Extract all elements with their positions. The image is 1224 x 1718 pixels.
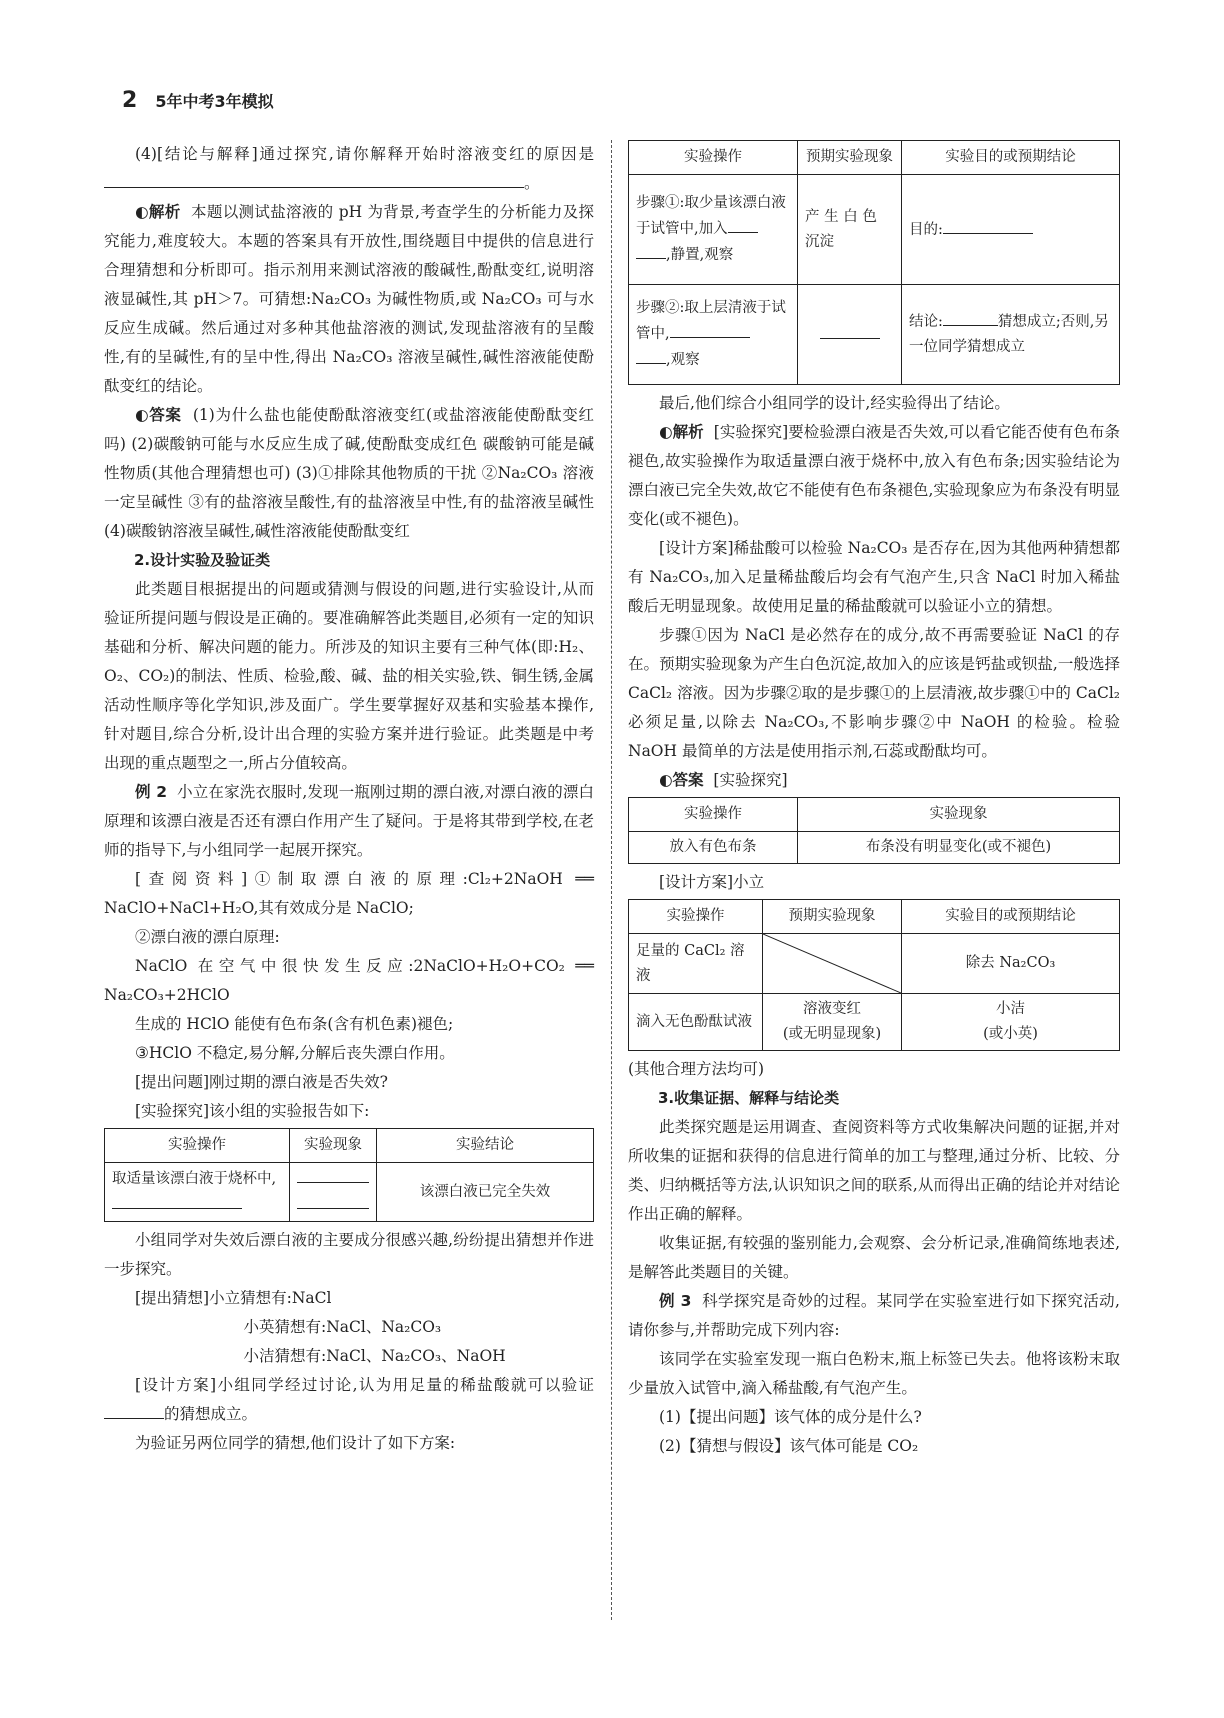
section-3-text-1: 此类探究题是运用调查、查阅资料等方式收集解决问题的证据,并对所收集的证据和获得的信息进行简单的加工与整理,通过分析、比较、分类、归纳概括等方法,认识知识之间的联系,从而得出正确的结论并对结论作出正确的解释。 — [628, 1118, 1120, 1223]
answer-blank — [297, 1166, 369, 1183]
answer-blank — [943, 309, 998, 326]
table-header: 实验目的或预期结论 — [902, 141, 1120, 175]
table-header: 实验现象 — [798, 798, 1120, 832]
table-header: 实验目的或预期结论 — [902, 900, 1120, 934]
table-header: 实验操作 — [105, 1129, 290, 1163]
table-row: 取适量该漂白液于烧杯中, 该漂白液已完全失效 — [105, 1163, 594, 1222]
example-2: 例 2 小立在家洗衣服时,发现一瓶刚过期的漂白液,对漂白液的漂白原理和该漂白液是否还有漂白作用产生了疑问。于是将其带到学校,在老师的指导下,与小组同学一起展开探究。 — [104, 783, 594, 859]
follow-up: 小组同学对失效后漂白液的主要成分很感兴趣,纷纷提出猜想并作进一步探究。 — [104, 1231, 594, 1278]
answer-table-2 — [628, 899, 1120, 1051]
reference-3: NaClO 在空气中很快发生反应:2NaClO+H₂O+CO₂ ══ Na₂CO₃+2HClO — [104, 957, 594, 1004]
answer-blank — [297, 1192, 369, 1209]
right-column — [628, 140, 1120, 1461]
table-row: 足量的 CaCl₂ 溶液 除去 Na₂CO₃ — [629, 934, 1120, 994]
analysis-paragraph-2: [设计方案]稀盐酸可以检验 Na₂CO₃ 是否存在,因为其他两种猜想都有 Na₂CO₃,加入足量稀盐酸后均会有气泡产生,只含 NaCl 时加入稀盐酸后无明显现象。故使用足量的稀盐酸就可以验证小立的猜想。 — [628, 539, 1120, 615]
plan-intro: 为验证另两位同学的猜想,他们设计了如下方案: — [135, 1434, 456, 1452]
question-1: (1)【提出问题】该气体的成分是什么? — [659, 1408, 922, 1426]
table-header: 实验现象 — [290, 1129, 377, 1163]
other-methods: (其他合理方法均可) — [628, 1060, 765, 1078]
table-header: 实验操作 — [629, 141, 798, 175]
table-row: 滴入无色酚酞试液 溶液变红 (或无明显现象) 小洁 (或小英) — [629, 994, 1120, 1051]
answer-blank — [943, 217, 1033, 234]
table-row: 步骤①:取少量该漂白液于试管中,加入 ,静置,观察 产 生 白 色 沉淀 目的: — [629, 175, 1120, 285]
table-header: 预期实验现象 — [763, 900, 902, 934]
reference-2: ②漂白液的漂白原理: — [135, 928, 280, 946]
example-3-tag: 例 3 — [659, 1292, 692, 1310]
table-row: 步骤②:取上层清液于试管中, ,观察 结论: 猜想成立;否则,另一位同学猜想成立 — [629, 285, 1120, 385]
analysis-tag: ◐解析 — [135, 203, 181, 221]
answer-table-1 — [628, 797, 1120, 864]
conclusion-line: 最后,他们综合小组同学的设计,经实验得出了结论。 — [659, 394, 1010, 412]
question-2: (2)【猜想与假设】该气体可能是 CO₂ — [659, 1437, 919, 1455]
analysis-paragraph-3: 步骤①因为 NaCl 是必然存在的成分,故不再需要验证 NaCl 的存在。预期实验现象为产生白色沉淀,故加入的应该是钙盐或钡盐,一般选择 CaCl₂ 溶液。因为步骤②取的是步骤①的上层清液,故步骤①中的 CaCl₂ 必须足量,以除去 Na₂CO₃,不影响步骤②中 NaOH 的检验。检验 NaOH 最简单的方法是使用指示剂,石蕊或酚酞均可。 — [628, 626, 1120, 760]
left-column — [104, 140, 594, 1458]
table-header: 实验操作 — [629, 798, 798, 832]
column-divider — [611, 140, 612, 1620]
plan-table — [628, 140, 1120, 385]
answer-blank — [670, 321, 750, 338]
analysis-paragraph-1: ◐解析 [实验探究]要检验漂白液是否失效,可以看它能否使有色布条褪色,故实验操作为取适量漂白液于烧杯中,放入有色布条;因实验结论为漂白液已完全失效,故它不能使有色布条褪色,实验现象应为布条没有明显变化(或不褪色)。 — [628, 423, 1120, 528]
table-header: 实验结论 — [377, 1129, 594, 1163]
section-3-title: 3.收集证据、解释与结论类 — [658, 1089, 840, 1107]
design-plan: [设计方案]小组同学经过讨论,认为用足量的稀盐酸就可以验证的猜想成立。 — [104, 1371, 594, 1429]
page-number: 2 — [122, 87, 138, 113]
answer-blank — [112, 1192, 242, 1209]
guess-1: [提出猜想]小立猜想有:NaCl — [135, 1289, 332, 1307]
analysis-paragraph: ◐解析 本题以测试盐溶液的 pH 为背景,考查学生的分析能力及探究能力,难度较大。本题的答案具有开放性,围绕题目中提供的信息进行合理猜想和分析即可。指示剂用来测试溶液的酸碱性,酚酞变红,说明溶液显碱性,其 pH＞7。可猜想:Na₂CO₃ 为碱性物质,或 Na₂CO₃ 可与水反应生成碱。然后通过对多种其他盐溶液的测试,发现盐溶液有的呈酸性,有的呈碱性,有的呈中性,得出 Na₂CO₃ 溶液呈碱性,碱性溶液能使酚酞变红的结论。 — [104, 203, 594, 395]
answer-blank — [728, 216, 758, 233]
table-row: 放入有色布条 布条没有明显变化(或不褪色) — [629, 832, 1120, 864]
answer-blank — [104, 171, 524, 188]
section-2-text: 此类题目根据提出的问题或猜测与假设的问题,进行实验设计,从而验证所提问题与假设是正确的。要准确解答此类题目,必须有一定的知识基础和分析、解决问题的能力。所涉及的知识主要有三种气体(即:H₂、O₂、CO₂)的制法、性质、检验,酸、碱、盐的相关实验,铁、铜生锈,金属活动性顺序等化学知识,涉及面广。学生要掌握好双基和实验基本操作,针对题目,综合分析,设计出合理的实验方案并进行验证。此类题是中考出现的重点题型之一,所占分值较高。 — [104, 580, 594, 772]
guess-3: 小洁猜想有:NaCl、Na₂CO₃、NaOH — [243, 1347, 506, 1365]
book-title: 5年中考3年模拟 — [155, 91, 274, 111]
answer-blank — [636, 347, 666, 364]
analysis-tag: ◐解析 — [659, 423, 704, 441]
question-statement: [提出问题]刚过期的漂白液是否失效? — [135, 1073, 388, 1091]
question-4: (4)[结论与解释]通过探究,请你解释开始时溶液变红的原因是。 — [104, 140, 594, 198]
section-2-title: 2.设计实验及验证类 — [134, 551, 271, 569]
example-3-description: 该同学在实验室发现一瓶白色粉末,瓶上标签已失去。他将该粉末取少量放入试管中,滴入稀盐酸,有气泡产生。 — [628, 1350, 1120, 1397]
page-header — [122, 86, 274, 114]
section-3-text-2: 收集证据,有较强的鉴别能力,会观察、会分析记录,准确简练地表述,是解答此类题目的关键。 — [628, 1234, 1120, 1281]
answer-paragraph: ◐答案 (1)为什么盐也能使酚酞溶液变红(或盐溶液能使酚酞变红吗) (2)碳酸钠可能与水反应生成了碱,使酚酞变成红色 碳酸钠可能是碱性物质(其他合理猜想也可) (3)①排除其他物质的干扰 ②Na₂CO₃ 溶液一定呈碱性 ③有的盐溶液呈酸性,有的盐溶液呈中性,有的盐溶液呈碱性 (4)碳酸钠溶液呈碱性,碱性溶液能使酚酞变红 — [104, 406, 594, 540]
experiment-report-table — [104, 1128, 594, 1222]
reference-4: 生成的 HClO 能使有色布条(含有机色素)褪色; — [135, 1015, 454, 1033]
experiment-intro: [实验探究]该小组的实验报告如下: — [135, 1102, 370, 1120]
example-3: 例 3 科学探究是奇妙的过程。某同学在实验室进行如下探究活动,请你参与,并帮助完成下列内容: — [628, 1292, 1120, 1339]
answer-blank — [820, 322, 880, 339]
answer-blank — [104, 1402, 164, 1419]
table-header: 实验操作 — [629, 900, 763, 934]
answer-design: [设计方案]小立 — [659, 873, 765, 891]
diagonal-cell — [763, 934, 902, 994]
example-2-tag: 例 2 — [135, 783, 167, 801]
guess-2: 小英猜想有:NaCl、Na₂CO₃ — [243, 1318, 442, 1336]
reference-5: ③HClO 不稳定,易分解,分解后丧失漂白作用。 — [135, 1044, 455, 1062]
answer-tag: ◐答案 — [659, 771, 704, 789]
answer-tag: ◐答案 — [135, 406, 182, 424]
table-header: 预期实验现象 — [798, 141, 902, 175]
answer-line: ◐答案 [实验探究] — [659, 771, 788, 789]
reference-1: [查阅资料]①制取漂白液的原理:Cl₂+2NaOH ══ NaClO+NaCl+H₂O,其有效成分是 NaClO; — [104, 870, 594, 917]
answer-blank — [636, 242, 666, 259]
